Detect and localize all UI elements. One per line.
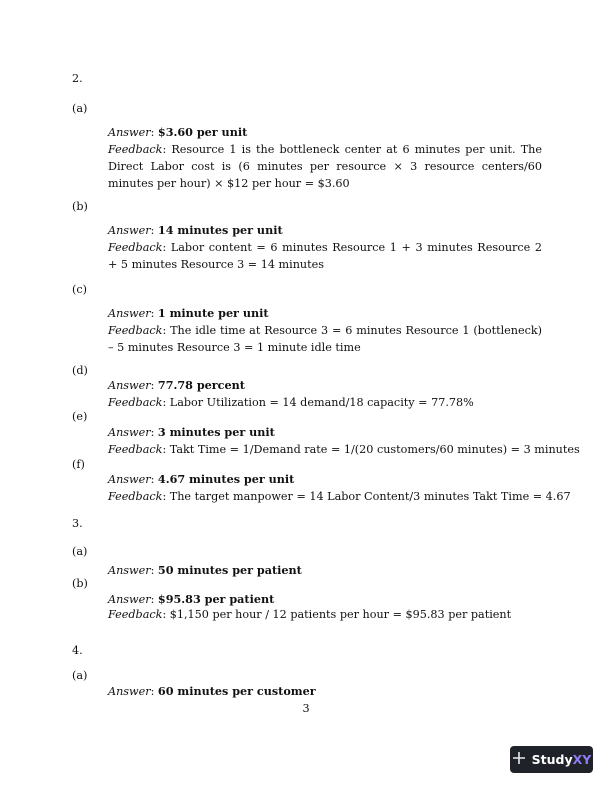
- answer-line: Answer: $3.60 per unit: [108, 125, 248, 139]
- answer-line: Answer: 1 minute per unit: [108, 306, 269, 320]
- part-label: (e): [72, 410, 88, 423]
- answer-line: Answer: 50 minutes per patient: [108, 563, 302, 577]
- feedback-text: Feedback: Labor content = 6 minutes Resource 1 + 3 minutes Resource 2 + 5 minutes Resource 3 = 14 minutes: [108, 241, 542, 271]
- answer-line: Answer: 14 minutes per unit: [108, 223, 283, 237]
- part-label: (f): [72, 458, 85, 471]
- answer-value: 4.67 minutes per unit: [157, 472, 295, 486]
- part-label: (b): [72, 200, 88, 213]
- answer-value: 77.78 percent: [157, 378, 245, 392]
- part-label: (a): [72, 545, 88, 558]
- part-label: (b): [72, 577, 88, 590]
- answer-value: $3.60 per unit: [157, 125, 248, 139]
- answer-line: Answer: 4.67 minutes per unit: [108, 472, 295, 486]
- answer-value: 1 minute per unit: [157, 306, 269, 320]
- feedback-text: Feedback: Resource 1 is the bottleneck center at 6 minutes per unit. The Direct Labor cost is (6 minutes per resource × 3 resource centers/60 minutes per hour) × $12 per hour = $3.60: [108, 143, 542, 190]
- answer-value: 50 minutes per patient: [157, 563, 302, 577]
- studyxy-badge[interactable]: [510, 746, 593, 773]
- question-number: 4.: [72, 644, 83, 657]
- feedback-text: Feedback: The target manpower = 14 Labor Content/3 minutes Takt Time = 4.67: [108, 490, 571, 503]
- question-number: 3.: [72, 517, 83, 530]
- answer-value: 14 minutes per unit: [157, 223, 283, 237]
- answer-value: 3 minutes per unit: [157, 425, 275, 439]
- page-number: 3: [302, 702, 310, 715]
- answer-line: Answer: 77.78 percent: [108, 378, 245, 392]
- answer-line: Answer: 60 minutes per customer: [108, 684, 316, 698]
- feedback-text: Feedback: Takt Time = 1/Demand rate = 1/(20 customers/60 minutes) = 3 minutes: [108, 443, 580, 456]
- part-label: (a): [72, 669, 88, 682]
- answer-line: Answer: $95.83 per patient: [108, 592, 275, 606]
- feedback-text: Feedback: $1,150 per hour / 12 patients per hour = $95.83 per patient: [108, 608, 512, 621]
- brand-name: StudyXY: [531, 752, 592, 767]
- part-label: (c): [72, 283, 87, 296]
- feedback-text: Feedback: The idle time at Resource 3 = 6 minutes Resource 1 (bottleneck) – 5 minutes Resource 3 = 1 minute idle time: [108, 324, 543, 354]
- plus-icon: [512, 750, 526, 769]
- part-label: (a): [72, 102, 88, 115]
- part-label: (d): [72, 364, 88, 377]
- feedback-text: Feedback: Labor Utilization = 14 demand/18 capacity = 77.78%: [108, 396, 474, 409]
- question-number: 2.: [72, 72, 83, 85]
- answer-line: Answer: 3 minutes per unit: [108, 425, 275, 439]
- answer-value: 60 minutes per customer: [157, 684, 316, 698]
- answer-value: $95.83 per patient: [157, 592, 275, 606]
